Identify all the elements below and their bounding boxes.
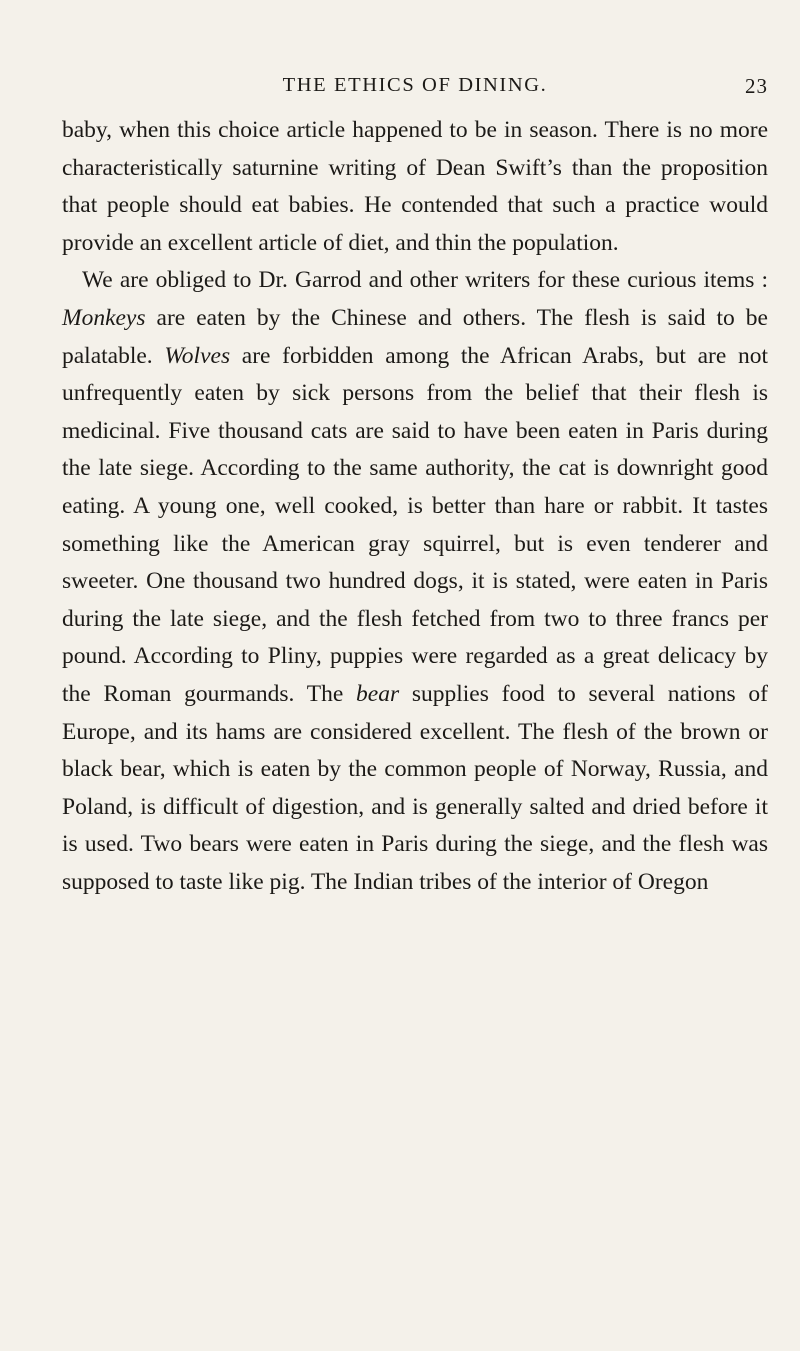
running-title: THE ETHICS OF DINING. <box>282 74 548 96</box>
italic-term-monkeys: Monkeys <box>62 304 146 331</box>
page-number: 23 <box>745 74 768 98</box>
running-head <box>62 74 768 104</box>
paragraph-2-text-1: We are obliged to Dr. Garrod and other writers for these curious items : <box>82 267 768 294</box>
body-text <box>62 112 768 901</box>
paragraph-2 <box>62 262 768 901</box>
paragraph-2-text-4: supplies food to several nations of Europe, and its hams are considered excellent. The flesh of the brown or black bear, which is eaten by the common people of Norway, Russia, and Poland, is difficult of digestion, and is generally salted and dried before it is used. Two bears were eaten in Paris during the siege, and the flesh was supposed to taste like pig. The Indian tribes of the interior of Oregon <box>62 680 768 895</box>
paragraph-1: baby, when this choice article happened to be in season. There is no more characteristically saturnine writing of Dean Swift’s than the proposition that people should eat babies. He contended that such a practice would provide an excellent article of diet, and thin the population. <box>62 117 768 256</box>
paragraph-2-text-3: are forbidden among the African Arabs, but are not unfrequently eaten by sick persons from the belief that their flesh is medicinal. Five thousand cats are said to have been eaten in Paris during the late siege. According to the same authority, the cat is downright good eating. A young one, well cooked, is better than hare or rabbit. It tastes something like the American gray squirrel, but is even tenderer and sweeter. One thousand two hundred dogs, it is stated, were eaten in Paris during the late siege, and the flesh fetched from two to three francs per pound. According to Pliny, puppies were regarded as a great delicacy by the Roman gourmands. The <box>62 342 768 707</box>
italic-term-wolves: Wolves <box>164 342 231 369</box>
italic-term-bear: bear <box>356 680 400 707</box>
paragraph-2-text-2: are eaten by the Chinese and others. The flesh is said to be palatable. <box>62 304 768 369</box>
